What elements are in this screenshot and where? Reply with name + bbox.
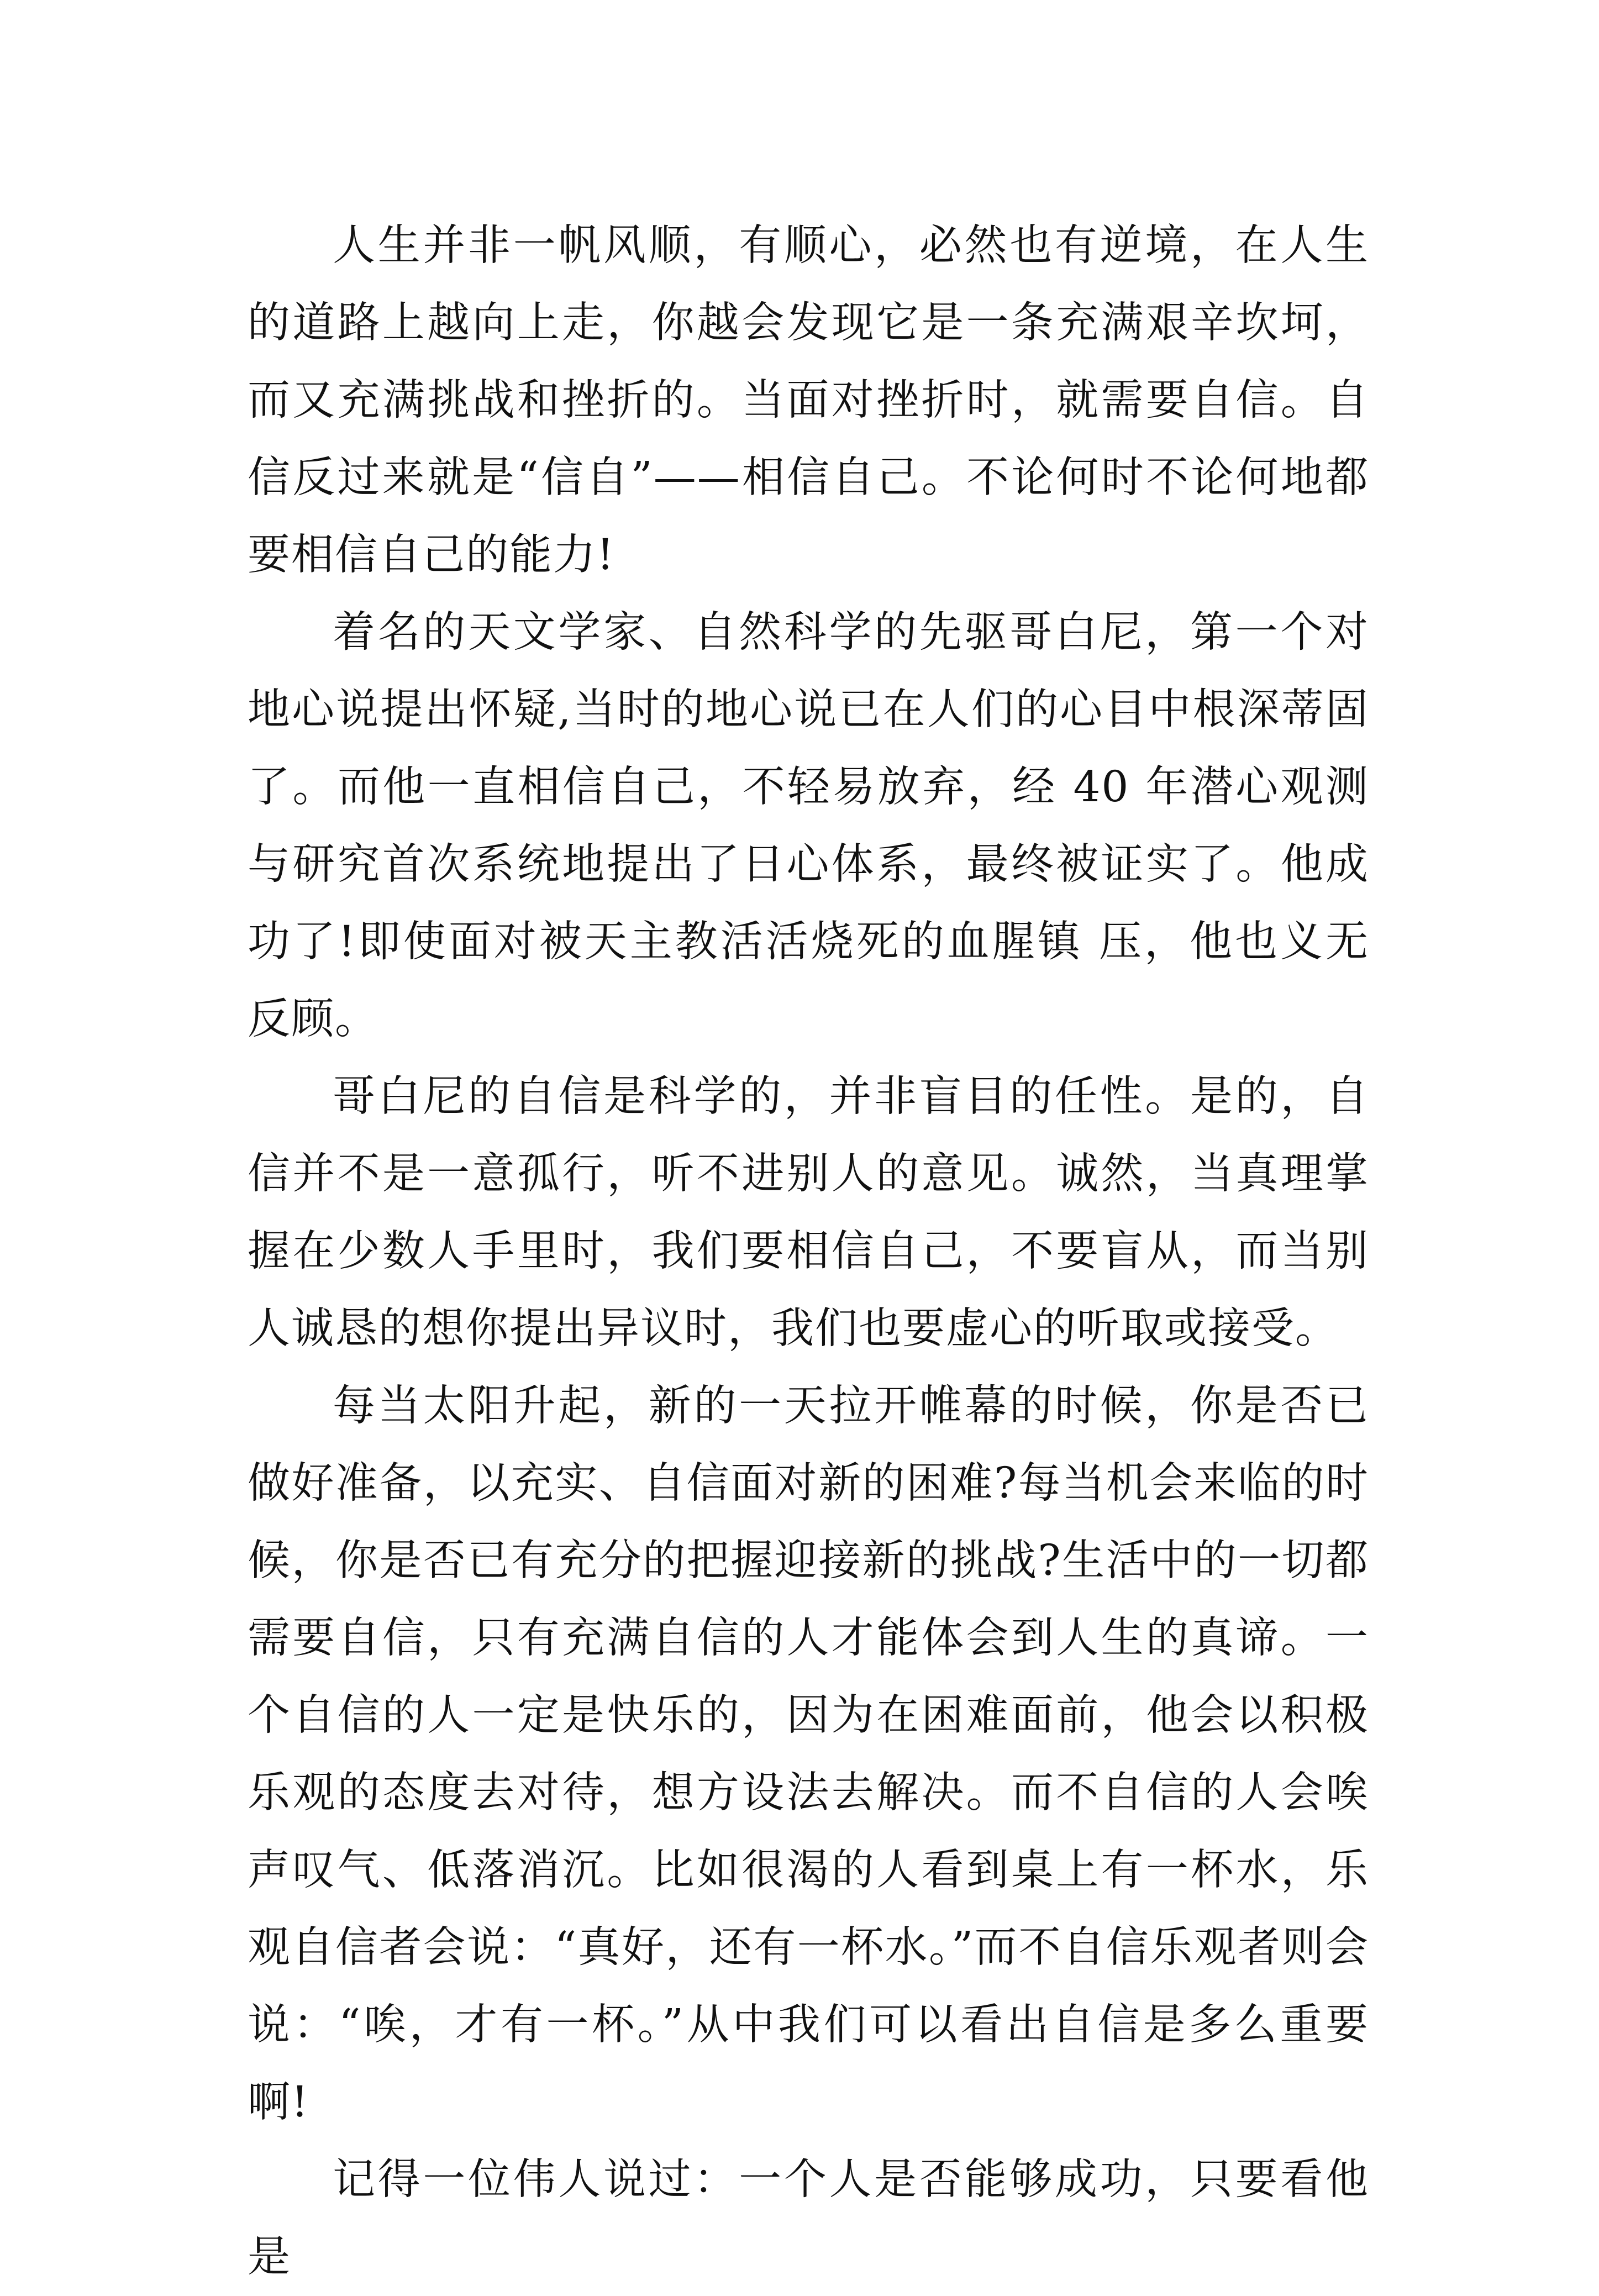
paragraph-4: 每当太阳升起，新的一天拉开帷幕的时候，你是否已做好准备，以充实、自信面对新的困难?每当机会来临的时候，你是否已有充分的把握迎接新的挑战?生活中的一切都需要自信，只有充满自信的人才能体会到人生的真谛。一个自信的人一定是快乐的，因为在困难面前，他会以积极乐观的态度去对待，想方设法去解决。而不自信的人会唉声叹气、低落消沉。比如很渴的人看到桌上有一杯水，乐观自信者会说：“真好，还有一杯水。”而不自信乐观者则会说：“唉，才有一杯。”从中我们可以看出自信是多么重要啊! <box>248 1381 1369 2127</box>
paragraph-5: 记得一位伟人说过：一个人是否能够成功，只要看他是 <box>248 2155 1369 2282</box>
document-body <box>248 207 1369 2296</box>
paragraph-3: 哥白尼的自信是科学的，并非盲目的任性。是的，自信并不是一意孤行，听不进别人的意见。诚然，当真理掌握在少数人手里时，我们要相信自己，不要盲从，而当别人诚恳的想你提出异议时，我们也要虚心的听取或接受。 <box>248 1072 1369 1353</box>
paragraph-1: 人生并非一帆风顺，有顺心，必然也有逆境，在人生的道路上越向上走，你越会发现它是一条充满艰辛坎坷，而又充满挑战和挫折的。当面对挫折时，就需要自信。自信反过来就是“信自”——相信自己。不论何时不论何地都要相信自己的能力! <box>248 221 1369 580</box>
paragraph-2: 着名的天文学家、自然科学的先驱哥白尼，第一个对地心说提出怀疑,当时的地心说已在人们的心目中根深蒂固了。而他一直相信自己，不轻易放弃，经 40 年潜心观测与研究首次系统地提出了日心体系，最终被证实了。他成功了!即使面对被天主教活活烧死的血腥镇 压，他也义无反顾。 <box>248 608 1369 1044</box>
